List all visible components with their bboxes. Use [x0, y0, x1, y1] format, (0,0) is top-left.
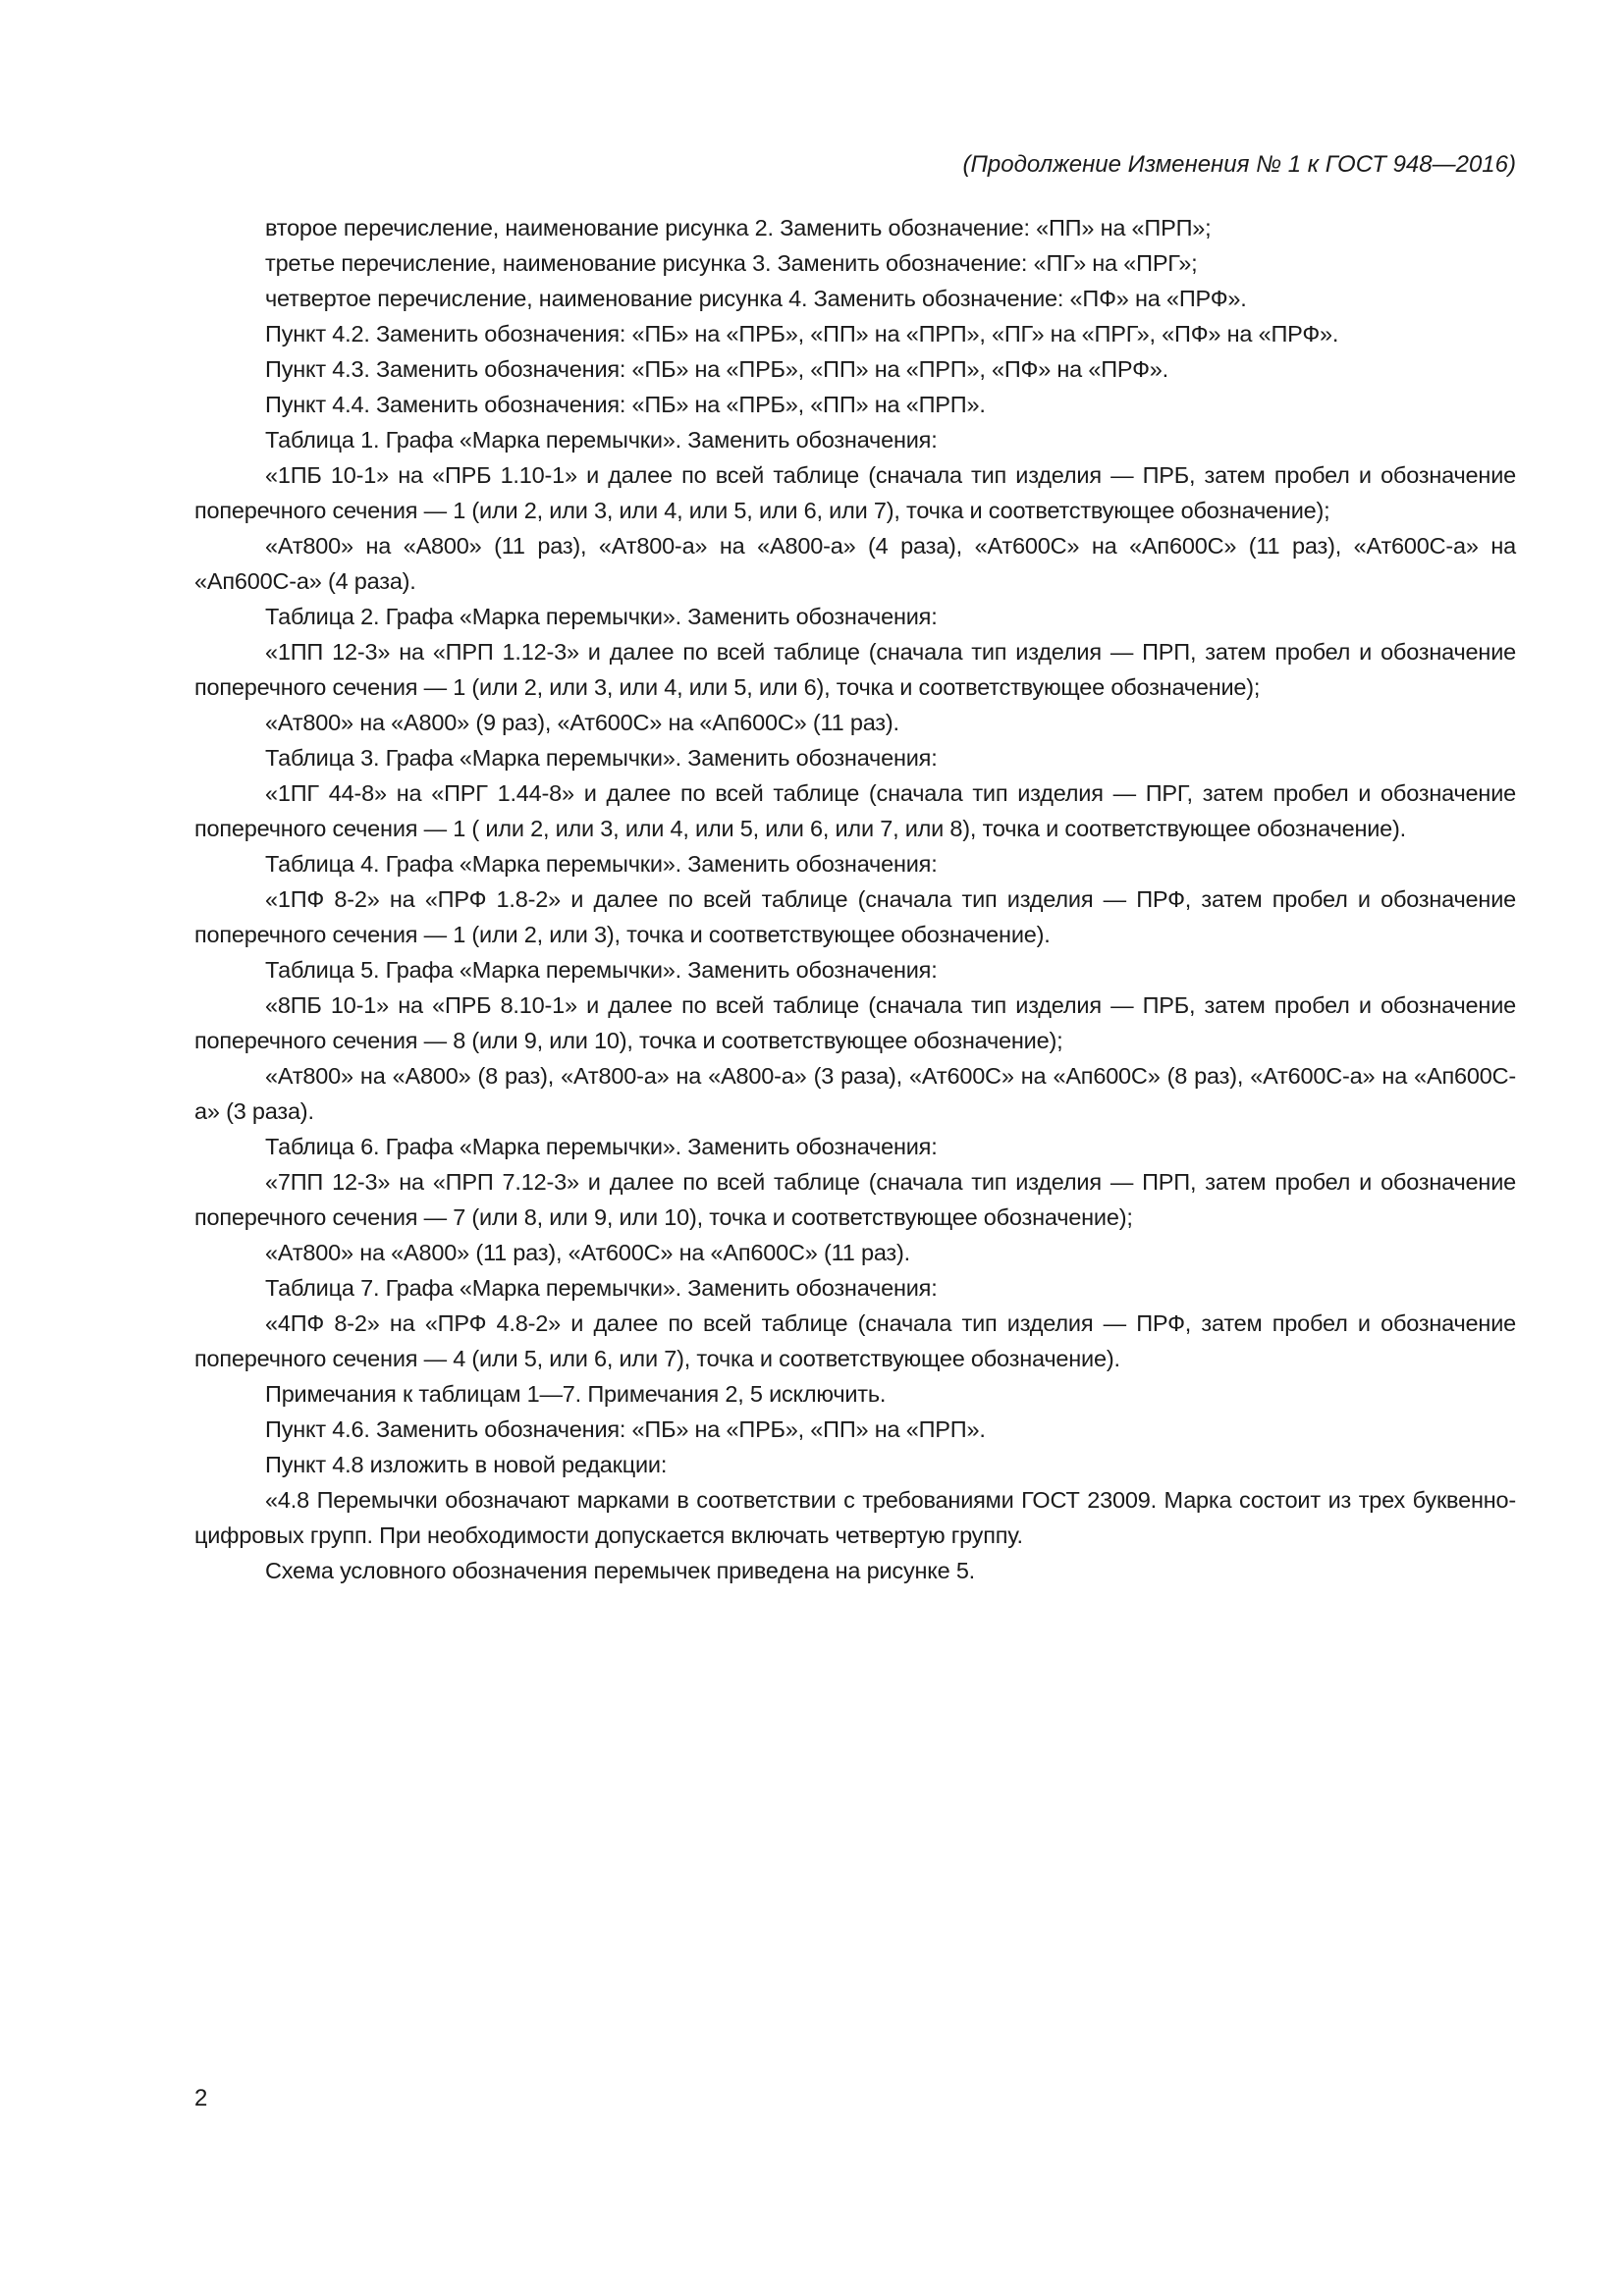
- paragraph: «Ат800» на «А800» (11 раз), «Ат800-а» на «А800-а» (4 раза), «Ат600С» на «Ап600С» (11 раз), «Ат600С-а» на «Ап600С-а» (4 раза).: [194, 533, 1516, 594]
- paragraph: Таблица 4. Графа «Марка перемычки». Заменить обозначения:: [265, 851, 938, 877]
- paragraph: третье перечисление, наименование рисунка 3. Заменить обозначение: «ПГ» на «ПРГ»;: [265, 250, 1198, 276]
- page-number: 2: [194, 2085, 208, 2111]
- paragraph: «4.8 Перемычки обозначают марками в соответствии с требованиями ГОСТ 23009. Марка состоит из трех буквенно-цифровых групп. При необходимости допускается включать четвертую группу.: [194, 1487, 1516, 1548]
- paragraph: Таблица 2. Графа «Марка перемычки». Заменить обозначения:: [265, 604, 938, 629]
- paragraph: четвертое перечисление, наименование рисунка 4. Заменить обозначение: «ПФ» на «ПРФ».: [265, 286, 1247, 311]
- paragraph: «1ПГ 44-8» на «ПРГ 1.44-8» и далее по всей таблице (сначала тип изделия — ПРГ, затем пробел и обозначение поперечного сечения — 1 ( или 2, или 3, или 4, или 5, или 6, или 7, или 8), точка и соответствующее обозначение).: [194, 780, 1516, 841]
- paragraph: Пункт 4.3. Заменить обозначения: «ПБ» на «ПРБ», «ПП» на «ПРП», «ПФ» на «ПРФ».: [265, 356, 1169, 382]
- paragraph: «8ПБ 10-1» на «ПРБ 8.10-1» и далее по всей таблице (сначала тип изделия — ПРБ, затем пробел и обозначение поперечного сечения — 8 (или 9, или 10), точка и соответствующее обозначение);: [194, 992, 1516, 1053]
- paragraph: Примечания к таблицам 1—7. Примечания 2, 5 исключить.: [265, 1381, 887, 1407]
- paragraph: Пункт 4.4. Заменить обозначения: «ПБ» на «ПРБ», «ПП» на «ПРП».: [265, 392, 986, 417]
- paragraph: «1ПБ 10-1» на «ПРБ 1.10-1» и далее по всей таблице (сначала тип изделия — ПРБ, затем пробел и обозначение поперечного сечения — 1 (или 2, или 3, или 4, или 5, или 6, или 7), точка и соответствующее обозначение);: [194, 462, 1516, 523]
- paragraph: Пункт 4.8 изложить в новой редакции:: [265, 1452, 668, 1477]
- paragraph: «1ПФ 8-2» на «ПРФ 1.8-2» и далее по всей таблице (сначала тип изделия — ПРФ, затем пробел и обозначение поперечного сечения — 1 (или 2, или 3), точка и соответствующее обозначение).: [194, 886, 1516, 947]
- paragraph: Схема условного обозначения перемычек приведена на рисунке 5.: [265, 1558, 976, 1583]
- paragraph: Таблица 6. Графа «Марка перемычки». Заменить обозначения:: [265, 1134, 938, 1159]
- paragraph: «Ат800» на «А800» (11 раз), «Ат600С» на «Ап600С» (11 раз).: [265, 1240, 910, 1265]
- paragraph: «1ПП 12-3» на «ПРП 1.12-3» и далее по всей таблице (сначала тип изделия — ПРП, затем пробел и обозначение поперечного сечения — 1 (или 2, или 3, или 4, или 5, или 6), точка и соответствующее обозначение);: [194, 639, 1516, 700]
- paragraph: «7ПП 12-3» на «ПРП 7.12-3» и далее по всей таблице (сначала тип изделия — ПРП, затем пробел и обозначение поперечного сечения — 7 (или 8, или 9, или 10), точка и соответствующее обозначение);: [194, 1169, 1516, 1230]
- paragraph: второе перечисление, наименование рисунка 2. Заменить обозначение: «ПП» на «ПРП»;: [265, 215, 1212, 240]
- paragraph: Пункт 4.6. Заменить обозначения: «ПБ» на «ПРБ», «ПП» на «ПРП».: [265, 1416, 986, 1442]
- paragraph: «4ПФ 8-2» на «ПРФ 4.8-2» и далее по всей таблице (сначала тип изделия — ПРФ, затем пробел и обозначение поперечного сечения — 4 (или 5, или 6, или 7), точка и соответствующее обозначение).: [194, 1310, 1516, 1371]
- paragraph: Пункт 4.2. Заменить обозначения: «ПБ» на «ПРБ», «ПП» на «ПРП», «ПГ» на «ПРГ», «ПФ» на «ПРФ».: [265, 321, 1339, 347]
- paragraph: Таблица 7. Графа «Марка перемычки». Заменить обозначения:: [265, 1275, 938, 1301]
- paragraph: Таблица 3. Графа «Марка перемычки». Заменить обозначения:: [265, 745, 938, 771]
- paragraph: «Ат800» на «А800» (9 раз), «Ат600С» на «Ап600С» (11 раз).: [265, 710, 899, 735]
- paragraph: Таблица 5. Графа «Марка перемычки». Заменить обозначения:: [265, 957, 938, 983]
- document-body: [194, 210, 1516, 1588]
- paragraph: «Ат800» на «А800» (8 раз), «Ат800-а» на «А800-а» (3 раза), «Ат600С» на «Ап600С» (8 раз), «Ат600С-а» на «Ап600С-а» (3 раза).: [194, 1063, 1516, 1124]
- paragraph: Таблица 1. Графа «Марка перемычки». Заменить обозначения:: [265, 427, 938, 453]
- running-header: (Продолжение Изменения № 1 к ГОСТ 948—2016): [962, 151, 1516, 178]
